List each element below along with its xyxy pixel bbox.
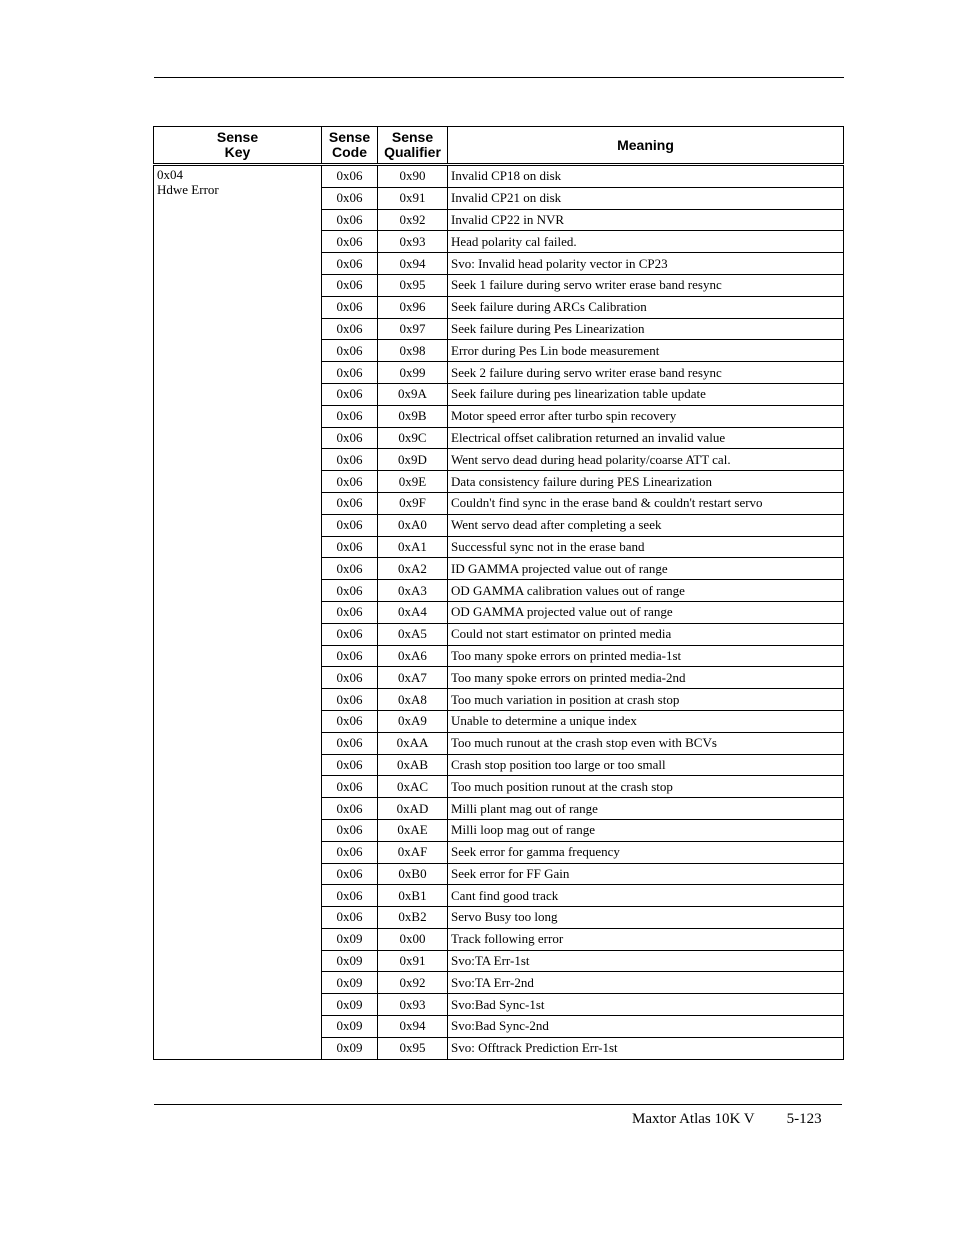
- meaning-cell: Motor speed error after turbo spin recovery: [448, 405, 844, 427]
- sense-qualifier-cell: 0x9A: [378, 383, 448, 405]
- sense-code-cell: 0x06: [322, 776, 378, 798]
- sense-code-cell: 0x09: [322, 994, 378, 1016]
- meaning-cell: ID GAMMA projected value out of range: [448, 558, 844, 580]
- sense-key-cell: [154, 165, 322, 1060]
- meaning-cell: Svo:Bad Sync-1st: [448, 994, 844, 1016]
- meaning-cell: Successful sync not in the erase band: [448, 536, 844, 558]
- sense-code-cell: 0x09: [322, 950, 378, 972]
- meaning-cell: Electrical offset calibration returned an invalid value: [448, 427, 844, 449]
- sense-code-cell: 0x09: [322, 1016, 378, 1038]
- meaning-cell: Too much variation in position at crash stop: [448, 689, 844, 711]
- sense-qualifier-cell: 0xAF: [378, 841, 448, 863]
- meaning-cell: Seek 1 failure during servo writer erase band resync: [448, 274, 844, 296]
- meaning-cell: Crash stop position too large or too small: [448, 754, 844, 776]
- sense-code-cell: 0x06: [322, 318, 378, 340]
- meaning-cell: Svo: Offtrack Prediction Err-1st: [448, 1037, 844, 1059]
- meaning-cell: Svo:TA Err-1st: [448, 950, 844, 972]
- sense-qualifier-cell: 0x98: [378, 340, 448, 362]
- sense-code-cell: 0x06: [322, 601, 378, 623]
- sense-qualifier-cell: 0x97: [378, 318, 448, 340]
- sense-code-cell: 0x06: [322, 841, 378, 863]
- meaning-cell: Too many spoke errors on printed media-2nd: [448, 667, 844, 689]
- sense-code-cell: 0x06: [322, 689, 378, 711]
- sense-code-cell: 0x06: [322, 405, 378, 427]
- sense-qualifier-cell: 0xA4: [378, 601, 448, 623]
- sense-qualifier-cell: 0xAB: [378, 754, 448, 776]
- sense-code-cell: 0x06: [322, 623, 378, 645]
- sense-code-cell: 0x06: [322, 383, 378, 405]
- meaning-cell: Error during Pes Lin bode measurement: [448, 340, 844, 362]
- meaning-cell: Went servo dead during head polarity/coarse ATT cal.: [448, 449, 844, 471]
- sense-qualifier-cell: 0x93: [378, 994, 448, 1016]
- sense-code-cell: 0x06: [322, 580, 378, 602]
- sense-code-cell: 0x06: [322, 885, 378, 907]
- meaning-cell: Invalid CP21 on disk: [448, 187, 844, 209]
- sense-code-cell: 0x06: [322, 754, 378, 776]
- header-rule: [154, 77, 844, 78]
- meaning-cell: Too many spoke errors on printed media-1st: [448, 645, 844, 667]
- sense-qualifier-cell: 0x93: [378, 231, 448, 253]
- meaning-cell: Went servo dead after completing a seek: [448, 514, 844, 536]
- sense-code-cell: 0x06: [322, 645, 378, 667]
- sense-qualifier-cell: 0x9F: [378, 492, 448, 514]
- sense-code-cell: 0x06: [322, 492, 378, 514]
- meaning-cell: Track following error: [448, 928, 844, 950]
- footer-rule: [154, 1104, 842, 1105]
- sense-qualifier-cell: 0xAC: [378, 776, 448, 798]
- meaning-cell: Invalid CP18 on disk: [448, 165, 844, 188]
- sense-code-cell: 0x09: [322, 972, 378, 994]
- meaning-cell: Svo: Invalid head polarity vector in CP23: [448, 253, 844, 275]
- header-sense-qualifier: Sense Qualifier: [378, 127, 448, 165]
- meaning-cell: OD GAMMA projected value out of range: [448, 601, 844, 623]
- meaning-cell: Seek error for gamma frequency: [448, 841, 844, 863]
- table-header-row: [154, 127, 844, 165]
- meaning-cell: Cant find good track: [448, 885, 844, 907]
- sense-qualifier-cell: 0x00: [378, 928, 448, 950]
- sense-code-cell: 0x09: [322, 1037, 378, 1059]
- sense-code-cell: 0x06: [322, 449, 378, 471]
- sense-code-cell: 0x06: [322, 907, 378, 929]
- sense-qualifier-cell: 0x9C: [378, 427, 448, 449]
- sense-code-cell: 0x06: [322, 863, 378, 885]
- sense-code-table: [153, 126, 844, 1060]
- sense-code-cell: 0x06: [322, 514, 378, 536]
- sense-qualifier-cell: 0xB2: [378, 907, 448, 929]
- sense-code-cell: 0x06: [322, 471, 378, 493]
- meaning-cell: Could not start estimator on printed media: [448, 623, 844, 645]
- sense-qualifier-cell: 0xB1: [378, 885, 448, 907]
- sense-code-cell: 0x06: [322, 296, 378, 318]
- meaning-cell: Seek failure during pes linearization table update: [448, 383, 844, 405]
- sense-qualifier-cell: 0xAD: [378, 798, 448, 820]
- sense-code-cell: 0x06: [322, 536, 378, 558]
- sense-code-cell: 0x06: [322, 667, 378, 689]
- sense-qualifier-cell: 0x94: [378, 1016, 448, 1038]
- sense-qualifier-cell: 0xA2: [378, 558, 448, 580]
- sense-qualifier-cell: 0xB0: [378, 863, 448, 885]
- sense-qualifier-cell: 0x9B: [378, 405, 448, 427]
- table-body: [154, 165, 844, 1060]
- meaning-cell: Invalid CP22 in NVR: [448, 209, 844, 231]
- sense-qualifier-cell: 0x99: [378, 362, 448, 384]
- meaning-cell: Too much position runout at the crash stop: [448, 776, 844, 798]
- sense-code-cell: 0x06: [322, 798, 378, 820]
- sense-qualifier-cell: 0x90: [378, 165, 448, 188]
- sense-qualifier-cell: 0x96: [378, 296, 448, 318]
- sense-qualifier-cell: 0x9E: [378, 471, 448, 493]
- sense-qualifier-cell: 0xA8: [378, 689, 448, 711]
- page-number: 5-123: [786, 1111, 822, 1127]
- header-sense-code: Sense Code: [322, 127, 378, 165]
- meaning-cell: Head polarity cal failed.: [448, 231, 844, 253]
- sense-qualifier-cell: 0xA5: [378, 623, 448, 645]
- sense-qualifier-cell: 0x95: [378, 274, 448, 296]
- sense-qualifier-cell: 0xAE: [378, 819, 448, 841]
- sense-qualifier-cell: 0x95: [378, 1037, 448, 1059]
- header-sense-key: Sense Key: [154, 127, 322, 165]
- meaning-cell: Seek failure during Pes Linearization: [448, 318, 844, 340]
- meaning-cell: Too much runout at the crash stop even with BCVs: [448, 732, 844, 754]
- sense-qualifier-cell: 0x9D: [378, 449, 448, 471]
- sense-qualifier-cell: 0x91: [378, 950, 448, 972]
- sense-code-cell: 0x06: [322, 710, 378, 732]
- meaning-cell: Seek error for FF Gain: [448, 863, 844, 885]
- sense-qualifier-cell: 0x92: [378, 209, 448, 231]
- meaning-cell: Milli plant mag out of range: [448, 798, 844, 820]
- footer-title: Maxtor Atlas 10K V: [632, 1111, 755, 1127]
- sense-key-code: 0x04: [157, 167, 183, 182]
- sense-code-cell: 0x06: [322, 732, 378, 754]
- meaning-cell: Svo:TA Err-2nd: [448, 972, 844, 994]
- sense-code-cell: 0x06: [322, 274, 378, 296]
- sense-qualifier-cell: 0x92: [378, 972, 448, 994]
- sense-qualifier-cell: 0xA9: [378, 710, 448, 732]
- sense-qualifier-cell: 0x94: [378, 253, 448, 275]
- sense-code-cell: 0x06: [322, 187, 378, 209]
- meaning-cell: Seek 2 failure during servo writer erase band resync: [448, 362, 844, 384]
- meaning-cell: Seek failure during ARCs Calibration: [448, 296, 844, 318]
- sense-qualifier-cell: 0xAA: [378, 732, 448, 754]
- header-meaning: Meaning: [448, 127, 844, 165]
- sense-code-cell: 0x06: [322, 558, 378, 580]
- sense-code-cell: 0x06: [322, 209, 378, 231]
- sense-qualifier-cell: 0xA0: [378, 514, 448, 536]
- sense-code-cell: 0x06: [322, 362, 378, 384]
- sense-key-name: Hdwe Error: [157, 182, 219, 197]
- sense-qualifier-cell: 0xA1: [378, 536, 448, 558]
- meaning-cell: Svo:Bad Sync-2nd: [448, 1016, 844, 1038]
- sense-qualifier-cell: 0xA6: [378, 645, 448, 667]
- meaning-cell: Data consistency failure during PES Linearization: [448, 471, 844, 493]
- meaning-cell: OD GAMMA calibration values out of range: [448, 580, 844, 602]
- table-row: [154, 165, 844, 188]
- meaning-cell: Servo Busy too long: [448, 907, 844, 929]
- sense-code-cell: 0x06: [322, 427, 378, 449]
- sense-code-cell: 0x06: [322, 340, 378, 362]
- sense-code-cell: 0x06: [322, 253, 378, 275]
- sense-code-cell: 0x09: [322, 928, 378, 950]
- sense-qualifier-cell: 0x91: [378, 187, 448, 209]
- page-footer: [632, 1110, 822, 1128]
- meaning-cell: Couldn't find sync in the erase band & couldn't restart servo: [448, 492, 844, 514]
- sense-code-cell: 0x06: [322, 165, 378, 188]
- sense-qualifier-cell: 0xA3: [378, 580, 448, 602]
- sense-qualifier-cell: 0xA7: [378, 667, 448, 689]
- meaning-cell: Unable to determine a unique index: [448, 710, 844, 732]
- meaning-cell: Milli loop mag out of range: [448, 819, 844, 841]
- sense-code-cell: 0x06: [322, 231, 378, 253]
- sense-code-cell: 0x06: [322, 819, 378, 841]
